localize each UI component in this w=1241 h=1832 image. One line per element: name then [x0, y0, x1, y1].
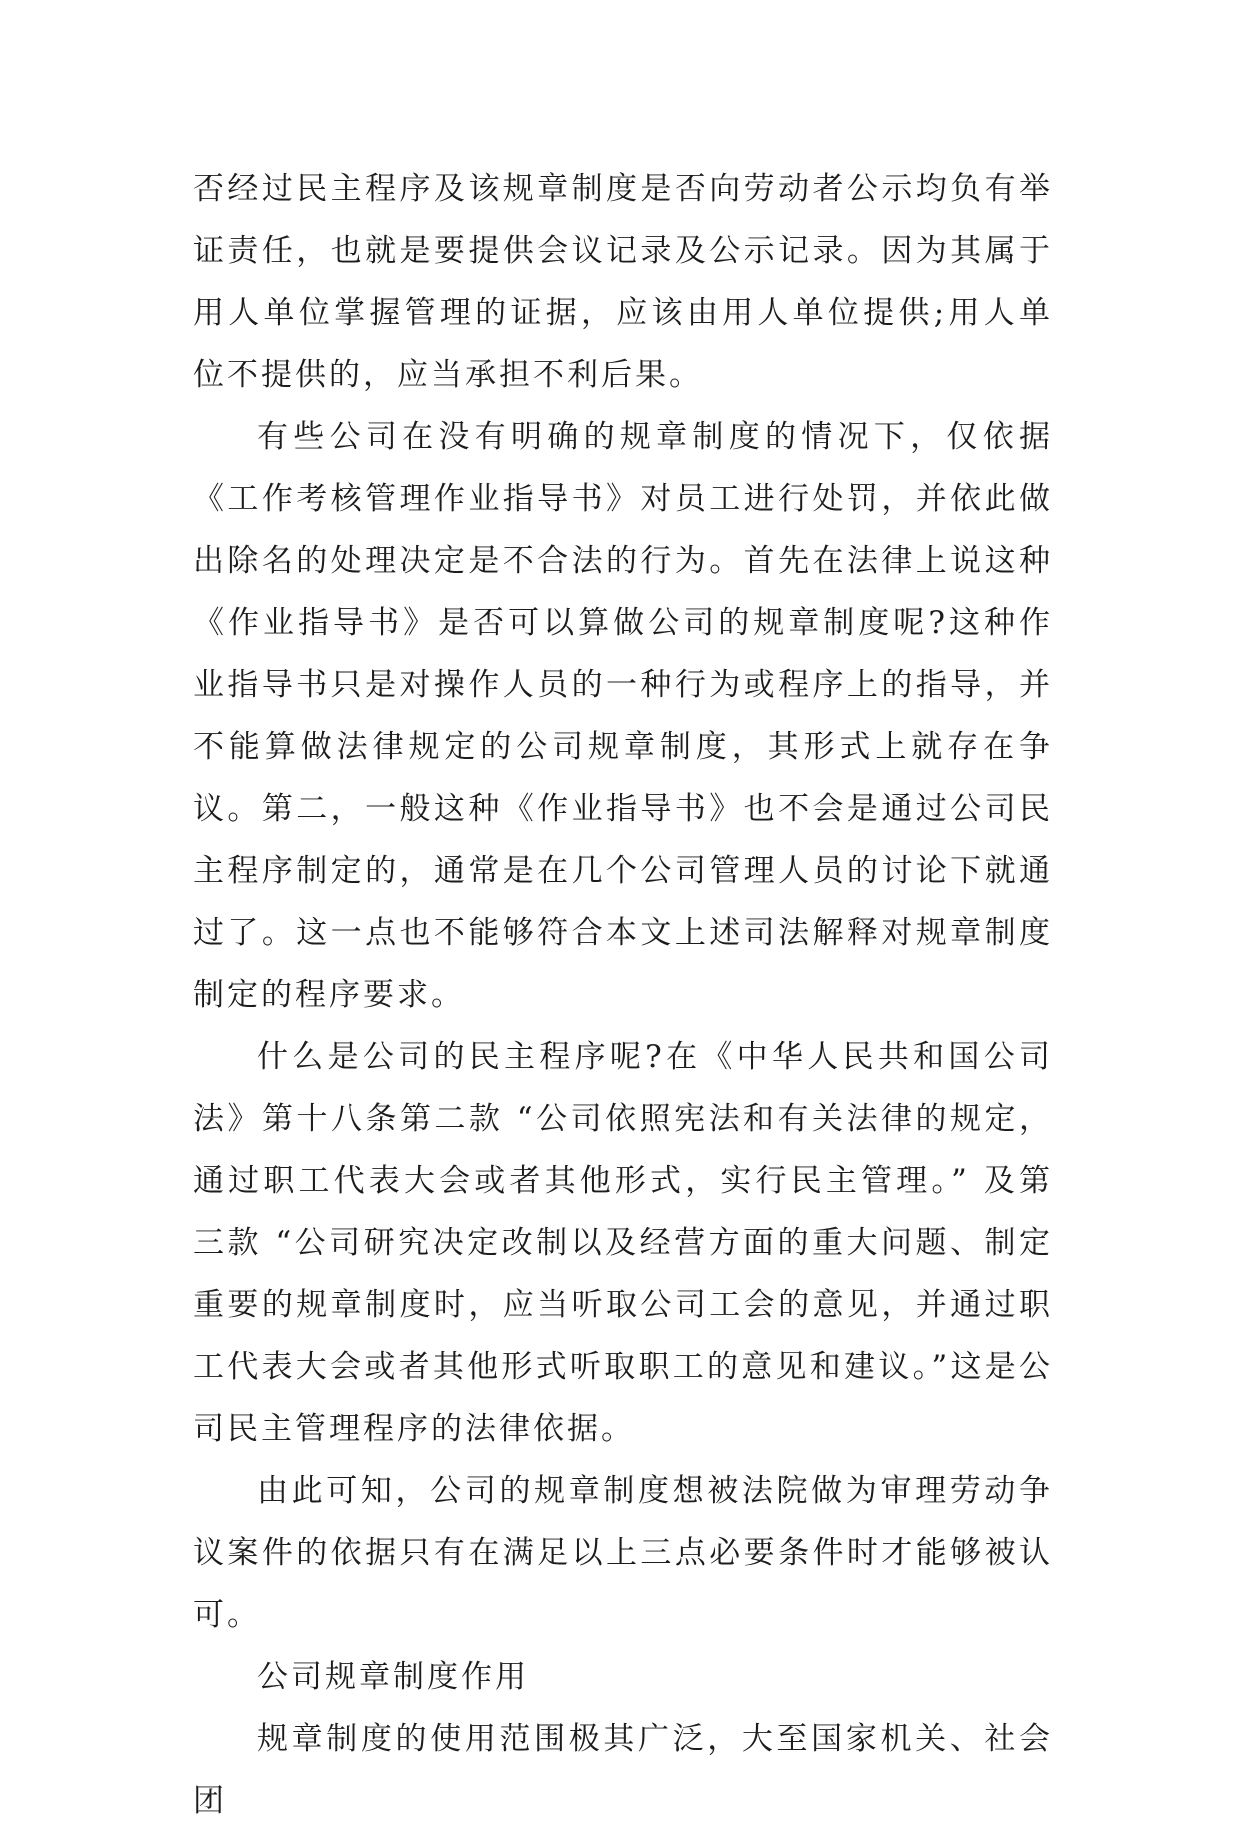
- document-body: [193, 158, 1053, 1832]
- paragraph-scope: 规章制度的使用范围极其广泛，大至国家机关、社会团: [193, 1721, 1053, 1819]
- paragraph-work-guide: 有些公司在没有明确的规章制度的情况下，仅依据《工作考核管理作业指导书》对员工进行处罚，并依此做出除名的处理决定是不合法的行为。首先在法律上说这种《作业指导书》是否可以算做公司的规章制度呢?这种作业指导书只是对操作人员的一种行为或程序上的指导，并不能算做法律规定的公司规章制度，其形式上就存在争议。第二，一般这种《作业指导书》也不会是通过公司民主程序制定的，通常是在几个公司管理人员的讨论下就通过了。这一点也不能够符合本文上述司法解释对规章制度制定的程序要求。: [193, 419, 1053, 1013]
- paragraph-conclusion: 由此可知，公司的规章制度想被法院做为审理劳动争议案件的依据只有在满足以上三点必要条件时才能够被认可。: [193, 1473, 1053, 1633]
- paragraph-continuation: 否经过民主程序及该规章制度是否向劳动者公示均负有举证责任，也就是要提供会议记录及公示记录。因为其属于用人单位掌握管理的证据，应该由用人单位提供;用人单位不提供的，应当承担不利后果。: [193, 171, 1053, 393]
- section-heading: 公司规章制度作用: [257, 1659, 529, 1695]
- paragraph-democratic-procedure: 什么是公司的民主程序呢?在《中华人民共和国公司法》第十八条第二款 “公司依照宪法和有关法律的规定，通过职工代表大会或者其他形式，实行民主管理。” 及第三款 “公司研究决定改制以及经营方面的重大问题、制定重要的规章制度时，应当听取公司工会的意见，并通过职工代表大会或者其他形式听取职工的意见和建议。”这是公司民主管理程序的法律依据。: [193, 1039, 1053, 1447]
